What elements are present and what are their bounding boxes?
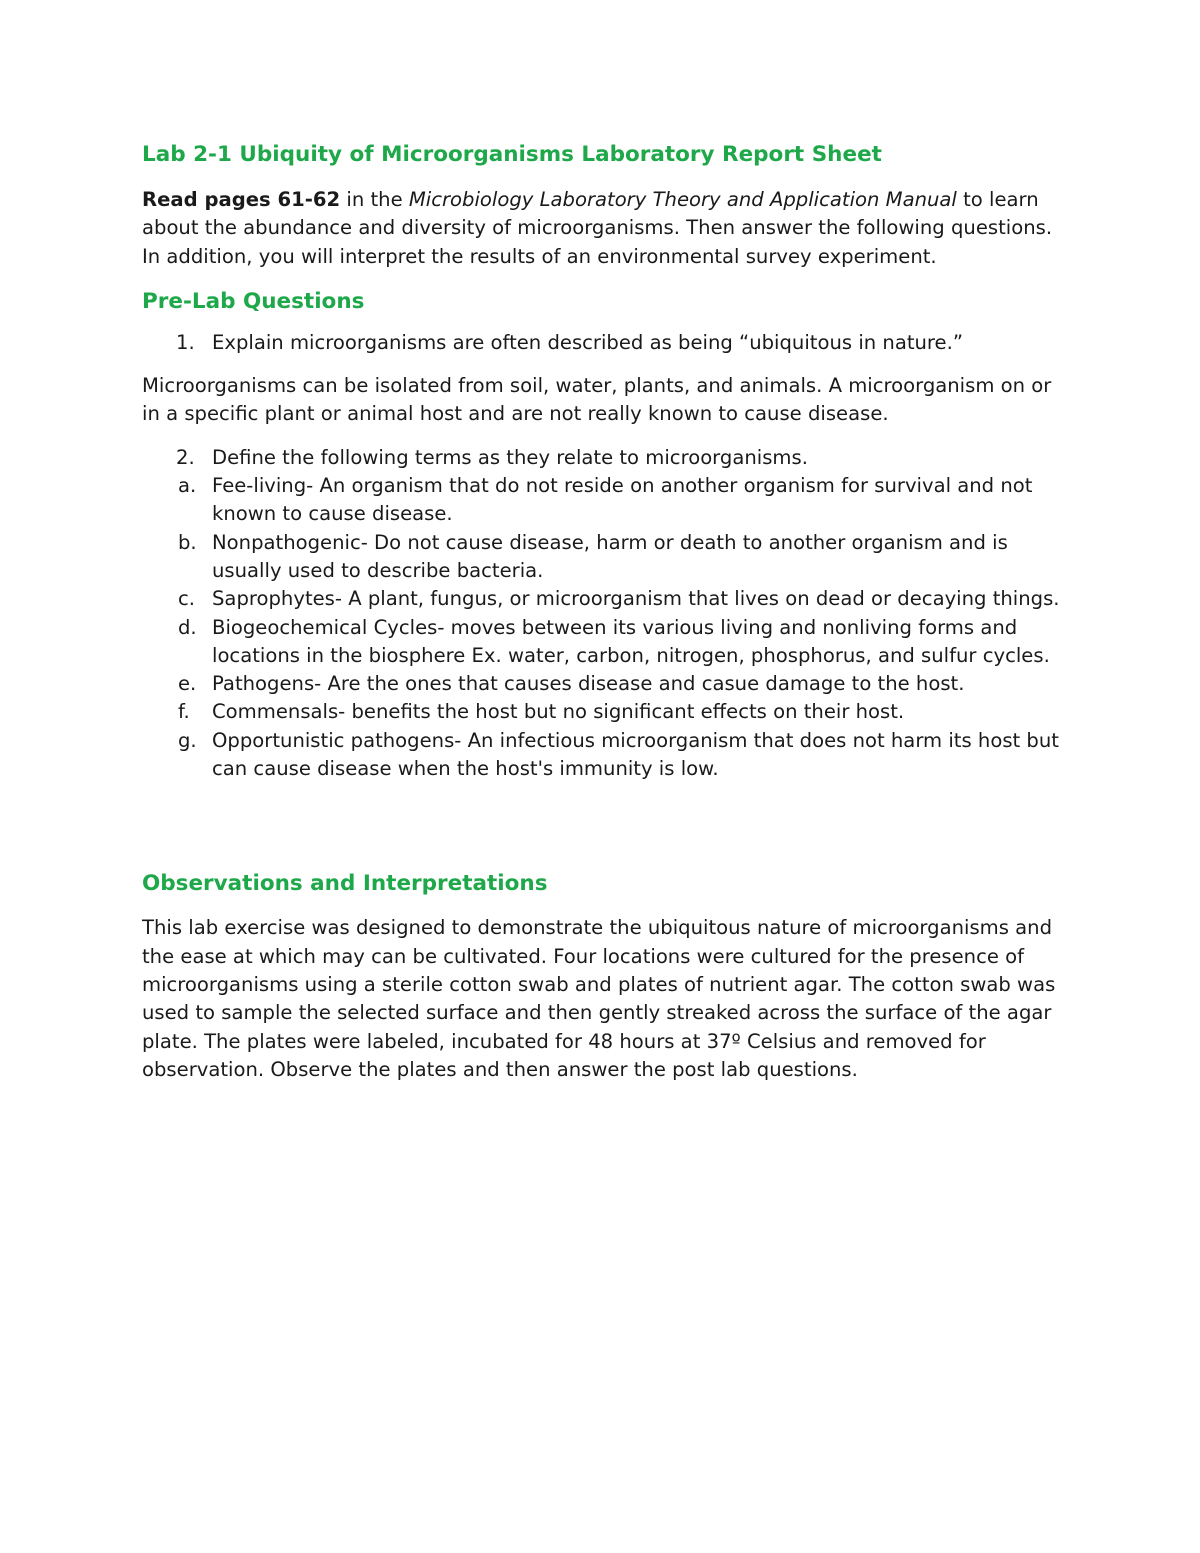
question-1-answer: Microorganisms can be isolated from soil, water, plants, and animals. A microorganism on or in a specific plant or animal host and are not really known to cause disease. (142, 374, 1052, 426)
question-number: 1. (176, 330, 195, 354)
term-item (142, 472, 1060, 529)
term-item (142, 614, 1060, 671)
term-definition: Fee-living- An organism that do not reside on another organism for survival and not known to cause disease. (212, 474, 1033, 526)
term-letter: e. (178, 672, 197, 696)
document-title: Lab 2-1 Ubiquity of Microorganisms Laboratory Report Sheet (142, 142, 882, 167)
intro-paragraph (142, 186, 1060, 271)
term-definition: Saprophytes- A plant, fungus, or microorganism that lives on dead or decaying things. (212, 587, 1060, 611)
term-letter: a. (178, 474, 197, 498)
intro-bold: Read pages 61-62 (142, 188, 341, 211)
intro-rest: to learn about the abundance and diversity of microorganisms. Then answer the following questions. In addition, you will interpret the results of an environmental survey experiment. (142, 188, 1053, 268)
term-item (142, 727, 1060, 784)
term-item (142, 529, 1060, 586)
prelab-question-list-2 (142, 444, 1060, 472)
intro-connector: in the (340, 188, 409, 211)
question-2 (142, 444, 1060, 472)
question-number: 2. (176, 445, 195, 469)
term-item (142, 698, 1060, 726)
term-item (142, 585, 1060, 613)
term-definition: Nonpathogenic- Do not cause disease, harm or death to another organism and is usually used to describe bacteria. (212, 530, 1008, 582)
prelab-question-list (142, 329, 1060, 357)
manual-title: Microbiology Laboratory Theory and Application Manual (408, 188, 957, 211)
observations-paragraph: This lab exercise was designed to demonstrate the ubiquitous nature of microorganisms and the ease at which may can be cultivated. Four locations were cultured for the presence of microorganisms using a sterile cotton swab and plates of nutrient agar. The cotton swab was used to sample the selected surface and then gently streaked across the surface of the agar plate. The plates were labeled, incubated for 48 hours at 37º Celsius and removed for observation. Observe the plates and then answer the post lab questions. (142, 916, 1056, 1081)
term-letter: b. (178, 530, 197, 554)
term-definition: Opportunistic pathogens- An infectious microorganism that does not harm its host but can cause disease when the host's immunity is low. (212, 728, 1059, 781)
terms-list (142, 472, 1060, 783)
term-letter: f. (178, 700, 190, 724)
term-letter: g. (178, 728, 197, 752)
question-text: Define the following terms as they relate to microorganisms. (212, 445, 808, 469)
prelab-heading: Pre-Lab Questions (142, 288, 365, 314)
question-text: Explain microorganisms are often described as being “ubiquitous in nature.” (212, 330, 963, 354)
question-1 (142, 329, 1060, 357)
term-letter: c. (178, 587, 196, 611)
term-letter: d. (178, 615, 197, 639)
term-definition: Biogeochemical Cycles- moves between its various living and nonliving forms and locations in the biosphere Ex. water, carbon, nitrogen, phosphorus, and sulfur cycles. (212, 615, 1050, 667)
term-item (142, 670, 1060, 698)
observations-heading: Observations and Interpretations (142, 871, 548, 897)
term-definition: Pathogens- Are the ones that causes disease and casue damage to the host. (212, 672, 965, 696)
term-definition: Commensals- benefits the host but no significant effects on their host. (212, 700, 905, 724)
